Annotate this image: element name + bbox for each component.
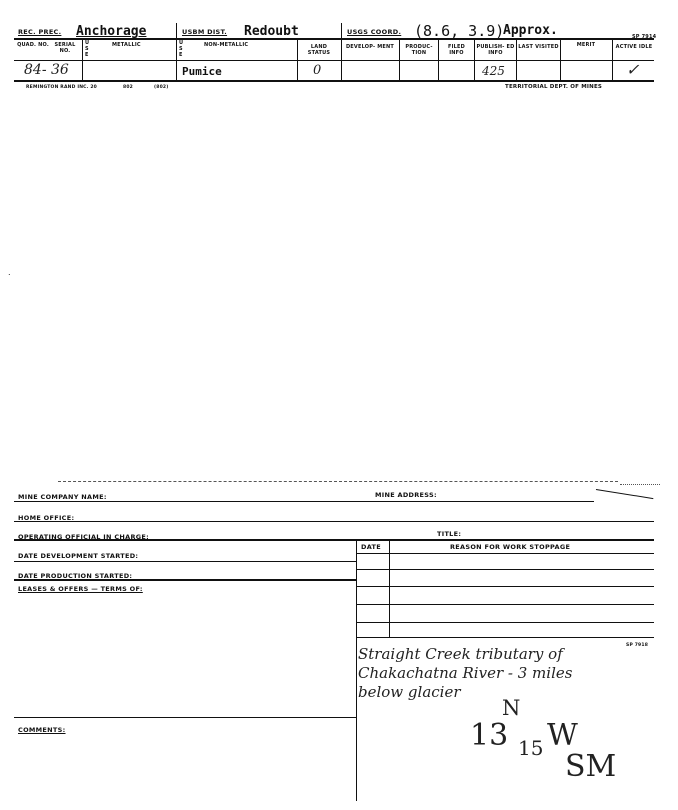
col-serial-no: SERIAL NO.	[54, 42, 76, 54]
col-land-status: LAND STATUS	[307, 44, 331, 56]
usbm-dist-label: USBM DIST.	[182, 28, 228, 36]
leases-offers-label: LEASES & OFFERS — TERMS OF:	[18, 585, 143, 593]
home-office-label: HOME OFFICE:	[18, 514, 75, 522]
col-production: PRODUC- TION	[405, 44, 433, 56]
usgs-coord-note: Approx.	[503, 23, 558, 38]
center-divider	[356, 539, 357, 801]
rule	[356, 569, 654, 570]
col-quad-no: QUAD. NO.	[17, 42, 49, 48]
active-idle-checkmark: ✓	[626, 60, 640, 79]
date-production-label: DATE PRODUCTION STARTED:	[18, 572, 133, 580]
handwritten-line: Chakachatna River - 3 miles	[358, 664, 573, 682]
col-active-idle: ACTIVE IDLE	[615, 44, 653, 50]
published-info-value: 425	[482, 64, 505, 78]
col-line	[474, 38, 475, 80]
col-line	[341, 38, 342, 80]
rule	[14, 501, 594, 502]
land-status-value: 0	[313, 63, 322, 78]
reason-column-header: REASON FOR WORK STOPPAGE	[450, 543, 571, 551]
col-development: DEVELOP- MENT	[345, 44, 395, 50]
handwritten-line: Straight Creek tributary of	[358, 645, 563, 663]
rule	[356, 622, 654, 623]
col-use-nonmetallic: U S E	[179, 40, 184, 58]
col-use-metallic: U S E	[85, 40, 90, 58]
title-label: TITLE:	[437, 530, 462, 538]
stray-mark: .	[8, 268, 11, 277]
handwritten-line: below glacier	[358, 683, 461, 701]
rule	[356, 586, 654, 587]
date-column-header: DATE	[361, 543, 381, 551]
stray-pen-stroke	[596, 489, 653, 499]
usgs-coord-label: USGS COORD.	[347, 28, 402, 36]
col-line	[82, 38, 83, 80]
handwritten-location-notes	[358, 645, 572, 702]
rule	[14, 717, 356, 718]
col-line	[399, 38, 400, 80]
township-number: 13	[470, 718, 509, 753]
card-top-edge	[58, 481, 618, 482]
township-direction: N	[502, 696, 521, 720]
top-rule-2	[14, 60, 654, 61]
mine-address-label: MINE ADDRESS:	[375, 491, 437, 499]
mine-company-name-label: MINE COMPANY NAME:	[18, 493, 107, 501]
range-number: 15	[518, 736, 544, 760]
usbm-dist-value: Redoubt	[244, 24, 299, 39]
col-merit: MERIT	[576, 42, 596, 48]
col-non-metallic: NON-METALLIC	[204, 42, 249, 48]
top-rule-1	[14, 38, 654, 40]
form-number-bottom: SP 7918	[626, 643, 649, 648]
rule	[14, 579, 356, 581]
non-metallic-value: Pumice	[182, 65, 222, 78]
rule	[356, 553, 654, 554]
printer-code-1: 802	[123, 85, 133, 90]
col-filed-info: FILED INFO	[447, 44, 466, 56]
col-published-info: PUBLISH- ED INFO	[476, 44, 515, 56]
issuing-department: TERRITORIAL DEPT. OF MINES	[505, 84, 603, 90]
comments-label: COMMENTS:	[18, 726, 66, 734]
col-line	[176, 38, 177, 80]
col-line	[560, 38, 561, 80]
form-number-top: SP 7914	[632, 34, 657, 40]
col-line	[612, 38, 613, 80]
range-direction: W	[547, 718, 578, 753]
rule	[14, 521, 654, 522]
rec-prec-value: Anchorage	[76, 24, 147, 39]
meridian: SM	[565, 749, 617, 784]
card-top-edge-right	[620, 484, 660, 485]
col-line	[438, 38, 439, 80]
rule	[14, 539, 654, 541]
col-metallic: METALLIC	[112, 42, 141, 48]
rule	[356, 604, 654, 605]
rule	[356, 637, 654, 638]
quad-serial-value: 84- 36	[24, 62, 69, 78]
operating-official-label: OPERATING OFFICIAL IN CHARGE:	[18, 533, 150, 541]
col-line	[297, 38, 298, 80]
printer-imprint: REMINGTON RAND INC. 20	[26, 85, 97, 90]
usgs-coord-value: (8.6, 3.9)	[414, 22, 505, 40]
col-line	[516, 38, 517, 80]
top-rule-3	[14, 80, 654, 82]
date-column-divider	[389, 539, 390, 637]
date-development-label: DATE DEVELOPMENT STARTED:	[18, 552, 139, 560]
printer-code-2: (802)	[154, 85, 169, 90]
rule	[14, 561, 356, 562]
col-last-visited: LAST VISITED	[518, 44, 559, 50]
rec-prec-label: REC. PREC.	[18, 28, 62, 36]
